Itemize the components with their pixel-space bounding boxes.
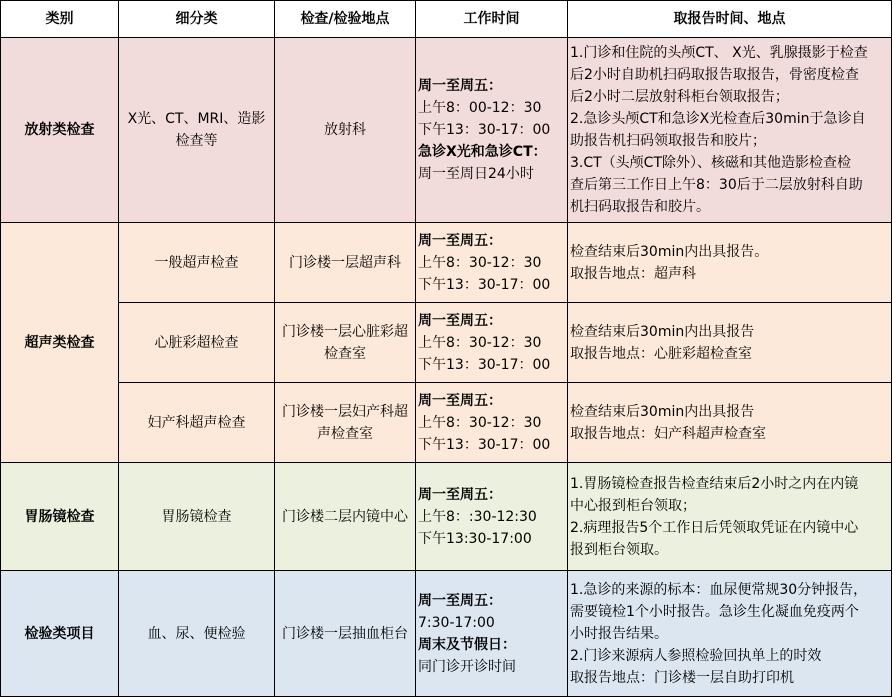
report-cell: 1.胃肠镜检查报告检查结束后2小时之内在内镜 中心报到柜台领取； 2.病理报告5个工作日后凭领取凭证在内镜中心 报到柜台领取。 xyxy=(568,463,892,571)
subcategory-cell: 一般超声检查 xyxy=(119,223,275,303)
category-cell: 检验类项目 xyxy=(1,571,119,697)
header-subcategory: 细分类 xyxy=(119,1,275,38)
category-cell: 超声类检查 xyxy=(1,223,119,463)
category-cell: 胃肠镜检查 xyxy=(1,463,119,571)
location-cell: 门诊楼一层妇产科超 声检查室 xyxy=(275,383,416,463)
subcategory-cell: 妇产科超声检查 xyxy=(119,383,275,463)
header-row xyxy=(1,1,892,38)
hours-cell: 周一至周五： 上午8：00-12：30 下午13：30-17：00 急诊X光和急诊CT： 周一至周日24小时 xyxy=(416,38,568,223)
hours-cell: 周一至周五： 上午8：:30-12:30 下午13:30-17:00 xyxy=(416,463,568,571)
report-cell: 1.急诊的来源的标本：血尿便常规30分钟报告， 需要镜检1个小时报告。急诊生化凝血免疫两个 小时报告结果。 2.门诊来源病人参照检验回执单上的时效 取报告地点：门诊楼一层自助打印机 xyxy=(568,571,892,697)
report-cell: 检查结束后30min内出具报告 取报告地点：妇产科超声检查室 xyxy=(568,383,892,463)
table-row xyxy=(1,463,892,571)
table-row xyxy=(1,38,892,223)
location-cell: 门诊楼一层心脏彩超 检查室 xyxy=(275,303,416,383)
header-category: 类别 xyxy=(1,1,119,38)
location-cell: 放射科 xyxy=(275,38,416,223)
table-row xyxy=(1,571,892,697)
header-location: 检查/检验地点 xyxy=(275,1,416,38)
hours-cell: 周一至周五： 上午8：30-12：30 下午13：30-17：00 xyxy=(416,303,568,383)
hours-cell: 周一至周五： 上午8：30-12：30 下午13：30-17：00 xyxy=(416,383,568,463)
header-report: 取报告时间、地点 xyxy=(568,1,892,38)
hours-cell: 周一至周五： 7:30-17:00 周末及节假日： 同门诊开诊时间 xyxy=(416,571,568,697)
report-cell: 1.门诊和住院的头颅CT、 X光、乳腺摄影于检查 后2小时自助机扫码取报告取报告，骨密度检查 后2小时二层放射科柜台领取报告； 2.急诊头颅CT和急诊X光检查后30min于急诊自 助报告机扫码领取报告和胶片； 3.CT（头颅CT除外）、核磁和其他造影检查检 查后第三工作日上午8：30后于二层放射科自助 机扫码取报告和胶片。 xyxy=(568,38,892,223)
report-cell: 检查结束后30min内出具报告 取报告地点：心脏彩超检查室 xyxy=(568,303,892,383)
category-cell: 放射类检查 xyxy=(1,38,119,223)
subcategory-cell: 血、尿、便检验 xyxy=(119,571,275,697)
subcategory-cell: X光、CT、MRI、造影 检查等 xyxy=(119,38,275,223)
subcategory-cell: 心脏彩超检查 xyxy=(119,303,275,383)
hours-cell: 周一至周五： 上午8：30-12：30 下午13：30-17：00 xyxy=(416,223,568,303)
table-row xyxy=(1,303,892,383)
table-row xyxy=(1,383,892,463)
subcategory-cell: 胃肠镜检查 xyxy=(119,463,275,571)
location-cell: 门诊楼一层超声科 xyxy=(275,223,416,303)
header-hours: 工作时间 xyxy=(416,1,568,38)
location-cell: 门诊楼一层抽血柜台 xyxy=(275,571,416,697)
report-cell: 检查结束后30min内出具报告。 取报告地点：超声科 xyxy=(568,223,892,303)
location-cell: 门诊楼二层内镜中心 xyxy=(275,463,416,571)
table-row xyxy=(1,223,892,303)
